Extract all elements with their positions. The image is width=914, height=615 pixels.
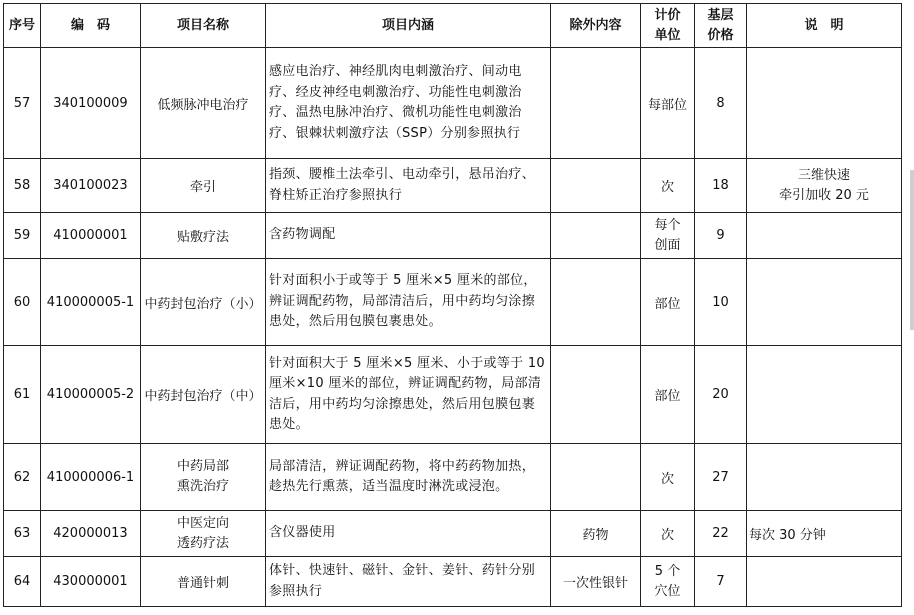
row-excluded: 一次性银针 [551,557,641,607]
row-seq: 62 [4,444,41,511]
row-unit: 每部位 [641,48,695,159]
row-note [747,259,902,346]
header-unit: 计价 单位 [641,4,695,48]
row-price: 27 [695,444,747,511]
row-name: 贴敷疗法 [141,213,266,259]
row-price: 22 [695,511,747,557]
table-row [4,511,902,557]
row-name: 普通针刺 [141,557,266,607]
row-code: 430000001 [41,557,141,607]
row-name: 中药封包治疗（中） [141,346,266,444]
row-note [747,346,902,444]
row-content: 含药物调配 [266,213,551,259]
row-price: 8 [695,48,747,159]
table-row [4,213,902,259]
row-price: 18 [695,159,747,213]
header-price: 基层 价格 [695,4,747,48]
row-price: 10 [695,259,747,346]
row-unit: 部位 [641,259,695,346]
row-price: 20 [695,346,747,444]
row-note: 每次 30 分钟 [747,511,902,557]
fee-schedule-table [3,3,902,607]
row-code: 340100009 [41,48,141,159]
table-row [4,557,902,607]
row-seq: 58 [4,159,41,213]
header-name: 项目名称 [141,4,266,48]
row-unit: 5 个 穴位 [641,557,695,607]
row-seq: 64 [4,557,41,607]
row-note [747,557,902,607]
row-code: 420000013 [41,511,141,557]
fee-table-container [3,3,902,607]
row-seq: 61 [4,346,41,444]
header-note: 说 明 [747,4,902,48]
row-code: 410000005-1 [41,259,141,346]
row-content: 感应电治疗、神经肌肉电刺激治疗、间动电疗、经皮神经电刺激治疗、功能性电刺激治疗、温热电脉冲治疗、微机功能性电刺激治疗、银棘状刺激疗法（SSP）分别参照执行 [266,48,551,159]
row-note [747,444,902,511]
row-excluded [551,346,641,444]
row-name: 牵引 [141,159,266,213]
row-unit: 每个 创面 [641,213,695,259]
table-row [4,259,902,346]
row-name: 中药封包治疗（小） [141,259,266,346]
row-content: 针对面积小于或等于 5 厘米×5 厘米的部位，辨证调配药物，局部清洁后，用中药均匀涂擦患处，然后用包膜包裹患处。 [266,259,551,346]
row-code: 340100023 [41,159,141,213]
row-excluded [551,213,641,259]
row-unit: 次 [641,444,695,511]
row-note [747,48,902,159]
row-code: 410000006-1 [41,444,141,511]
header-excluded: 除外内容 [551,4,641,48]
row-seq: 60 [4,259,41,346]
row-unit: 次 [641,159,695,213]
table-header-row [4,4,902,48]
row-code: 410000005-2 [41,346,141,444]
row-name: 中医定向 透药疗法 [141,511,266,557]
row-excluded [551,259,641,346]
row-note: 三维快速 牵引加收 20 元 [747,159,902,213]
row-price: 9 [695,213,747,259]
row-excluded: 药物 [551,511,641,557]
table-row [4,48,902,159]
row-content: 指颈、腰椎土法牵引、电动牵引，悬吊治疗、脊柱矫正治疗参照执行 [266,159,551,213]
header-code: 编 码 [41,4,141,48]
row-excluded [551,48,641,159]
row-name: 低频脉冲电治疗 [141,48,266,159]
header-content: 项目内涵 [266,4,551,48]
table-row [4,444,902,511]
row-seq: 63 [4,511,41,557]
row-unit: 次 [641,511,695,557]
row-note [747,213,902,259]
row-content: 针对面积大于 5 厘米×5 厘米、小于或等于 10 厘米×10 厘米的部位，辨证调配药物，局部清洁后，用中药均匀涂擦患处，然后用包膜包裹患处。 [266,346,551,444]
row-excluded [551,444,641,511]
row-content: 含仪器使用 [266,511,551,557]
row-seq: 59 [4,213,41,259]
row-code: 410000001 [41,213,141,259]
row-price: 7 [695,557,747,607]
header-seq: 序号 [4,4,41,48]
row-excluded [551,159,641,213]
table-row [4,346,902,444]
row-seq: 57 [4,48,41,159]
row-content: 体针、快速针、磁针、金针、姜针、药针分别参照执行 [266,557,551,607]
row-name: 中药局部 熏洗治疗 [141,444,266,511]
row-unit: 部位 [641,346,695,444]
table-row [4,159,902,213]
page-edge-divider [910,170,914,330]
row-content: 局部清洁，辨证调配药物，将中药药物加热，趁热先行熏蒸，适当温度时淋洗或浸泡。 [266,444,551,511]
